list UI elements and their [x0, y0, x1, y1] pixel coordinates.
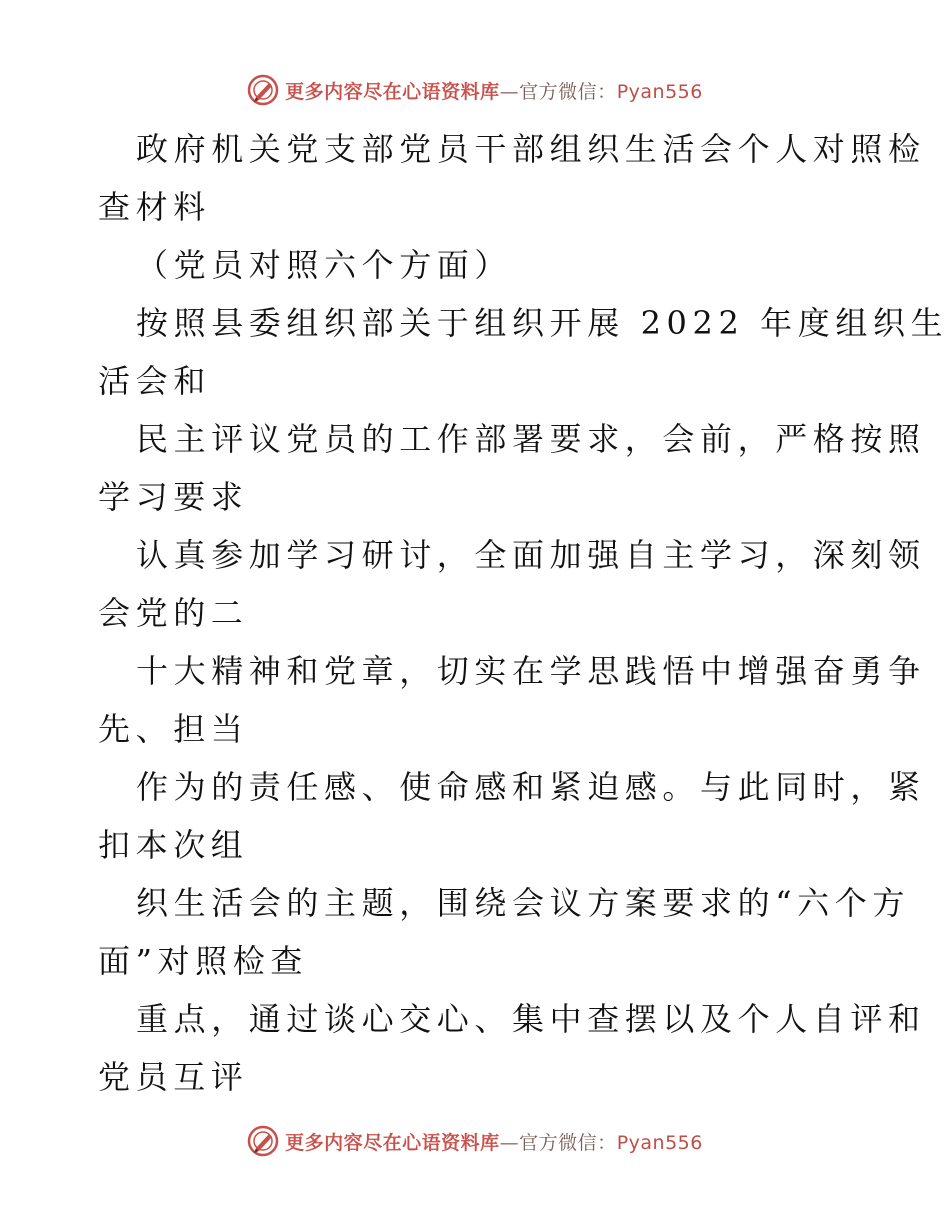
- paragraph-line: 党员互评: [98, 1058, 249, 1096]
- paragraph: [98, 874, 910, 990]
- footer-banner-text: [285, 1128, 703, 1155]
- paragraph: [98, 294, 949, 410]
- paragraph-line: 织生活会的主题，围绕会议方案要求的“六个方: [136, 884, 910, 922]
- paragraph-line: 十大精神和党章，切实在学思践悟中增强奋勇争: [136, 652, 926, 690]
- paragraph: [98, 410, 926, 526]
- paragraph-line: 重点，通过谈心交心、集中查摆以及个人自评和: [136, 1000, 926, 1038]
- paragraph-line: 认真参加学习研讨，全面加强自主学习，深刻领: [136, 536, 926, 574]
- paragraph-line: 按照县委组织部关于组织开展 2022 年度组织生: [136, 304, 949, 342]
- paragraph: [98, 642, 926, 758]
- header-banner: [0, 70, 950, 110]
- logo-icon: [247, 74, 279, 106]
- header-label: 官方微信：: [519, 80, 617, 103]
- footer-brand: 更多内容尽在心语资料库: [285, 1131, 500, 1154]
- paragraph: [98, 526, 926, 642]
- footer-banner: [0, 1121, 950, 1161]
- header-banner-text: [285, 77, 703, 104]
- paragraph-line: 政府机关党支部党员干部组织生活会个人对照检: [136, 130, 926, 168]
- footer-dash: —: [499, 1131, 520, 1154]
- logo-icon: [247, 1125, 279, 1157]
- footer-account: Pyan556: [616, 1131, 703, 1154]
- paragraph-line: 查材料: [98, 188, 211, 226]
- paragraph-line: 面”对照检查: [98, 942, 308, 980]
- paragraph-line: 学习要求: [98, 478, 249, 516]
- header-account: Pyan556: [616, 80, 703, 103]
- paragraph-line: 民主评议党员的工作部署要求，会前，严格按照: [136, 420, 926, 458]
- paragraph-line: 扣本次组: [98, 826, 249, 864]
- paragraph: [98, 120, 926, 236]
- paragraph: [98, 236, 858, 294]
- header-dash: —: [499, 80, 520, 103]
- paragraph: [98, 990, 926, 1106]
- paragraph-line: 作为的责任感、使命感和紧迫感。与此同时，紧: [136, 768, 926, 806]
- paragraph: [98, 758, 926, 874]
- paragraph-line: 会党的二: [98, 594, 249, 632]
- paragraph-line: （党员对照六个方面）: [136, 246, 513, 284]
- document-body: [98, 120, 949, 1106]
- paragraph-line: 活会和: [98, 362, 211, 400]
- paragraph-line: 先、担当: [98, 710, 249, 748]
- header-brand: 更多内容尽在心语资料库: [285, 80, 500, 103]
- footer-label: 官方微信：: [519, 1131, 617, 1154]
